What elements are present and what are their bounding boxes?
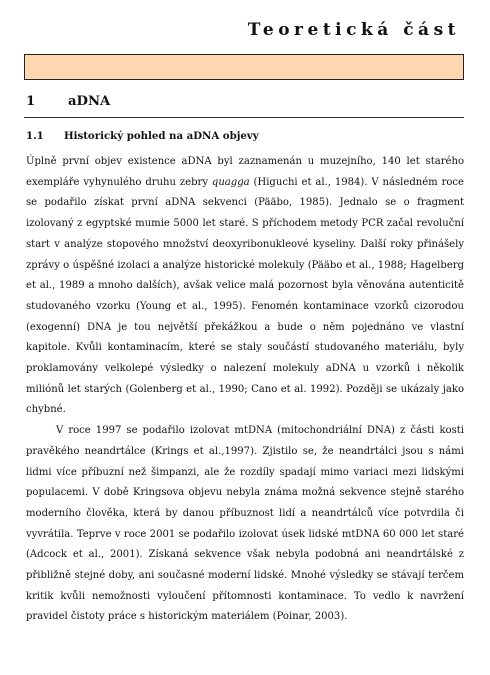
section-heading <box>26 94 110 109</box>
paragraph-2: V roce 1997 se podařilo izolovat mtDNA (mitochondriální DNA) z části kosti pravěkého neandrtálce (Krings et al.,1997). Zjistilo se, že neandrtálci jsou s námi lidmi více příbuzní než šimpanzi, ale že rozdíly spadají mimo variaci mezi lidskými populacemi. V době Kringsova objevu nebyla známa možná sekvence stejně starého moderního člověka, která by danou příbuznost lidí a neandrtálců více potvrdila či vyvrátila. Teprve v roce 2001 se podařilo izolovat úsek lidské mtDNA 60 000 let staré (Adcock et al., 2001). Získaná sekvence však nebyla podobná ani neandrtálské z přibližně stejné doby, ani současné moderní lidské. Mnohé výsledky se stávají terčem kritik kvůli nemožnosti vyloučení přítomnosti kontaminace. To vedlo k navržení pravidel čistoty práce s historickým materiálem (Poinar, 2003). <box>26 425 464 623</box>
body-text <box>26 152 464 628</box>
subsection-heading <box>26 130 259 142</box>
subsection-number: 1.1 <box>26 130 44 142</box>
chapter-banner <box>24 54 464 80</box>
section-divider <box>24 117 464 118</box>
part-title: Teoretická část <box>247 20 460 40</box>
subsection-title: Historický pohled na aDNA objevy <box>64 130 259 142</box>
section-title: aDNA <box>68 94 111 109</box>
paragraph-1 <box>26 152 464 421</box>
paragraph-1-italic-word: quagga <box>211 176 250 188</box>
section-number: 1 <box>26 94 36 109</box>
paragraph-1-text-after: (Higuchi et al., 1984). V následném roce se podařilo získat první aDNA sekvenci (Pääbo, 1985). Jednalo se o fragment izolovaný z egyptské mumie 5000 let staré. S příchodem metody PCR začal revoluční start v analýze stopového množství deoxyribonukleové kyseliny. Další roky přinášely zprávy o úspěšné izolaci a analýze historické molekuly (Pääbo et al., 1988; Hagelberg et al., 1989 a mnoho dalších), avšak velice malá pozornost byla věnována autenticitě studovaného vzorku (Young et al., 1995). Fenomén kontaminace vzorků cizorodou (exogenní) DNA je tou největší překážkou a bude o něm pojednáno ve vlastní kapitole. Kvůli kontaminacím, které se staly součástí studovaného materiálu, byly proklamovány velkolepé výsledky o nalezení molekuly aDNA u vzorků i několik miliónů let starých (Golenberg et al., 1990; Cano et al. 1992). Později se ukázaly jako chybné. <box>26 176 464 416</box>
paragraph-1-text-before: Úplně první objev existence aDNA byl zaznamenán u muzejního, 140 let starého exempláře vyhynulého druhu zebry <box>26 156 464 188</box>
